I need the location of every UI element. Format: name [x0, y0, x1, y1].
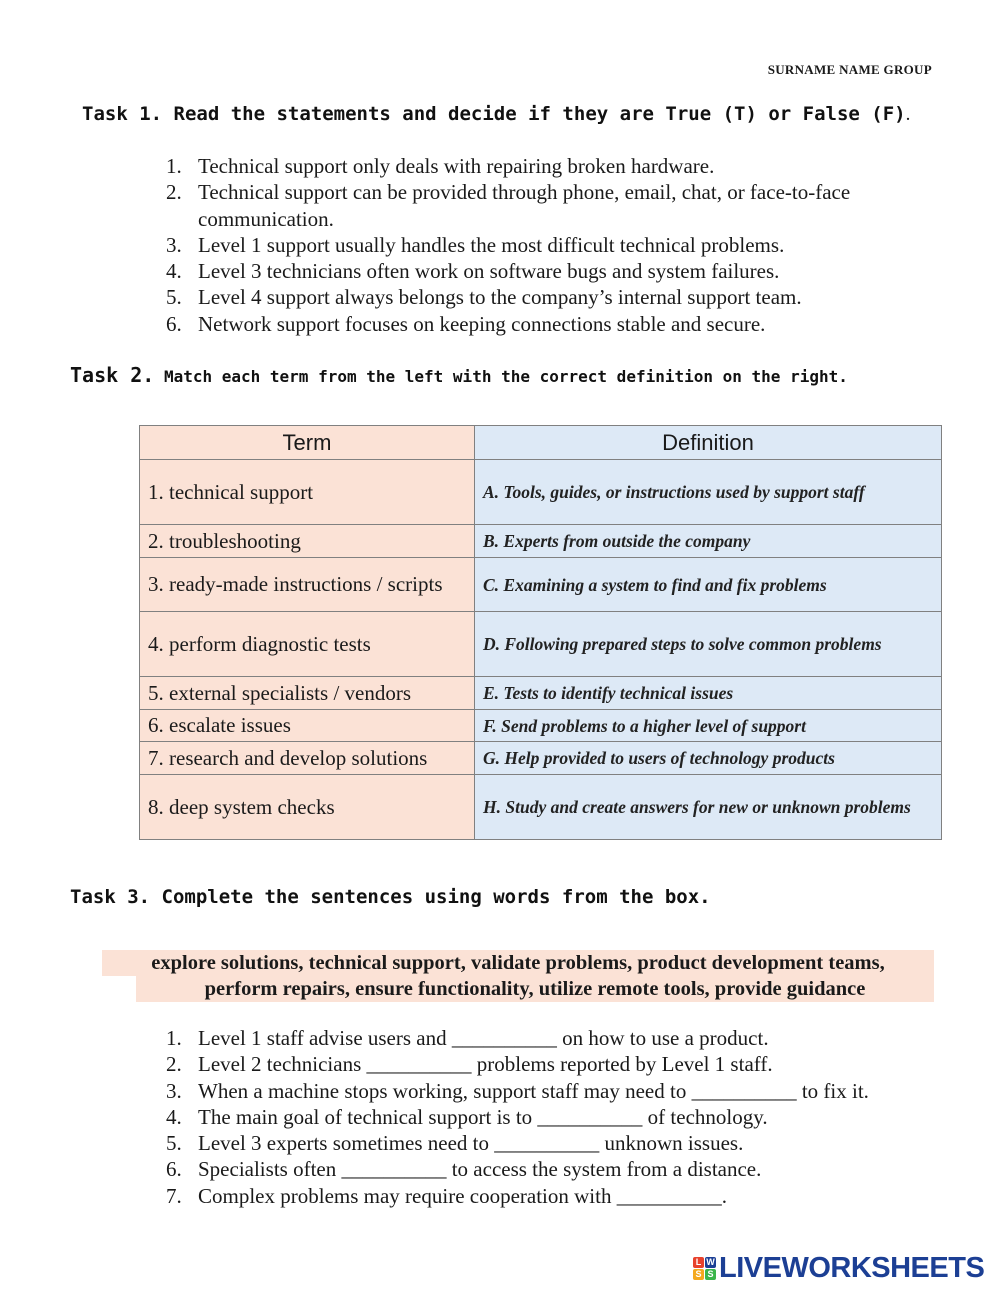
sentence-number: 7. [166, 1183, 182, 1208]
term-cell: 2. troubleshooting [140, 525, 475, 558]
definition-cell: F. Send problems to a higher level of support [475, 710, 942, 742]
term-cell: 4. perform diagnostic tests [140, 612, 475, 677]
statement-item [166, 311, 926, 337]
definition-cell: E. Tests to identify technical issues [475, 677, 942, 710]
statement-text: Technical support can be provided through phone, email, chat, or face-to-face communication. [198, 180, 851, 231]
liveworksheets-logo-icon [693, 1257, 717, 1281]
sentence-number: 6. [166, 1157, 182, 1182]
logo-tile: W [706, 1257, 715, 1267]
sentence-text: Specialists often __________ to access the system from a distance. [198, 1157, 762, 1182]
sentence-item [166, 1104, 956, 1130]
task1-title-text: Task 1. Read the statements and decide if they are True (T) or False (F) [82, 103, 906, 125]
matching-table [139, 425, 942, 840]
student-info-header: SURNAME NAME GROUP [767, 62, 932, 77]
task1-title [82, 103, 910, 126]
statement-item [166, 232, 926, 258]
sentence-number: 3. [166, 1078, 182, 1103]
statement-number: 5. [166, 285, 182, 310]
sentence-number: 2. [166, 1052, 182, 1077]
term-cell: 8. deep system checks [140, 775, 475, 840]
logo-tile: L [693, 1257, 704, 1268]
statement-item [166, 258, 926, 284]
word-box-line-2: perform repairs, ensure functionality, utilize remote tools, provide guidance [136, 976, 934, 1002]
sentence-text: Complex problems may require cooperation with __________. [198, 1183, 727, 1208]
term-cell: 6. escalate issues [140, 710, 475, 742]
term-cell: 3. ready-made instructions / scripts [140, 558, 475, 612]
sentence-item [166, 1025, 956, 1051]
task2-title-lead: Task 2. [70, 363, 155, 387]
term-cell: 1. technical support [140, 460, 475, 525]
sentence-item [166, 1078, 956, 1104]
table-row [140, 742, 942, 775]
statement-text: Level 4 support always belongs to the company’s internal support team. [198, 285, 802, 310]
statement-number: 3. [166, 232, 182, 257]
statement-number: 6. [166, 311, 182, 336]
logo-text: LIVEWORKSHEETS [719, 1252, 985, 1284]
sentence-text: Level 2 technicians __________ problems reported by Level 1 staff. [198, 1052, 773, 1077]
table-row [140, 677, 942, 710]
sentence-number: 5. [166, 1131, 182, 1156]
task1-statement-list [166, 153, 926, 337]
definition-cell: G. Help provided to users of technology products [475, 742, 942, 775]
definition-cell: B. Experts from outside the company [475, 525, 942, 558]
table-header-row [140, 426, 942, 460]
table-row [140, 525, 942, 558]
definition-cell: A. Tools, guides, or instructions used by support staff [475, 460, 942, 525]
table-row [140, 558, 942, 612]
definition-cell: H. Study and create answers for new or unknown problems [475, 775, 942, 840]
statement-text: Level 3 technicians often work on software bugs and system failures. [198, 259, 780, 284]
logo-tile: S [693, 1269, 704, 1280]
task2-title-instructions: Match each term from the left with the correct definition on the right. [163, 367, 848, 386]
term-cell: 7. research and develop solutions [140, 742, 475, 775]
task3-sentence-list [166, 1025, 956, 1209]
logo-tile: S [705, 1269, 716, 1280]
table-row [140, 612, 942, 677]
sentence-number: 1. [166, 1026, 182, 1050]
table-row [140, 710, 942, 742]
table-row [140, 460, 942, 525]
statement-item [166, 284, 926, 310]
statement-text: Network support focuses on keeping connections stable and secure. [198, 311, 766, 336]
sentence-number: 4. [166, 1104, 182, 1129]
word-box [102, 950, 934, 1002]
statement-item [166, 153, 926, 179]
word-box-line-1: explore solutions, technical support, validate problems, product development teams, [102, 950, 934, 976]
sentence-item [166, 1183, 956, 1209]
sentence-text: Level 3 experts sometimes need to __________ unknown issues. [198, 1131, 744, 1156]
task3-title: Task 3. Complete the sentences using words from the box. [70, 886, 711, 908]
sentence-item [166, 1156, 956, 1182]
definition-cell: C. Examining a system to find and fix problems [475, 558, 942, 612]
task2-title [70, 363, 848, 387]
statement-text: Technical support only deals with repairing broken hardware. [198, 154, 715, 178]
sentence-item [166, 1051, 956, 1077]
definition-cell: D. Following prepared steps to solve common problems [475, 612, 942, 677]
statement-text: Level 1 support usually handles the most difficult technical problems. [198, 232, 785, 257]
task1-title-period: . [905, 104, 911, 125]
statement-number: 2. [166, 180, 182, 205]
sentence-item [166, 1130, 956, 1156]
statement-item [166, 179, 926, 232]
statement-number: 4. [166, 259, 182, 284]
definition-column-header: Definition [475, 426, 942, 460]
statement-number: 1. [166, 154, 182, 178]
table-row [140, 775, 942, 840]
sentence-text: Level 1 staff advise users and __________ on how to use a product. [198, 1026, 769, 1050]
term-cell: 5. external specialists / vendors [140, 677, 475, 710]
sentence-text: The main goal of technical support is to __________ of technology. [198, 1104, 768, 1129]
sentence-text: When a machine stops working, support staff may need to __________ to fix it. [198, 1078, 869, 1103]
term-column-header: Term [140, 426, 475, 460]
